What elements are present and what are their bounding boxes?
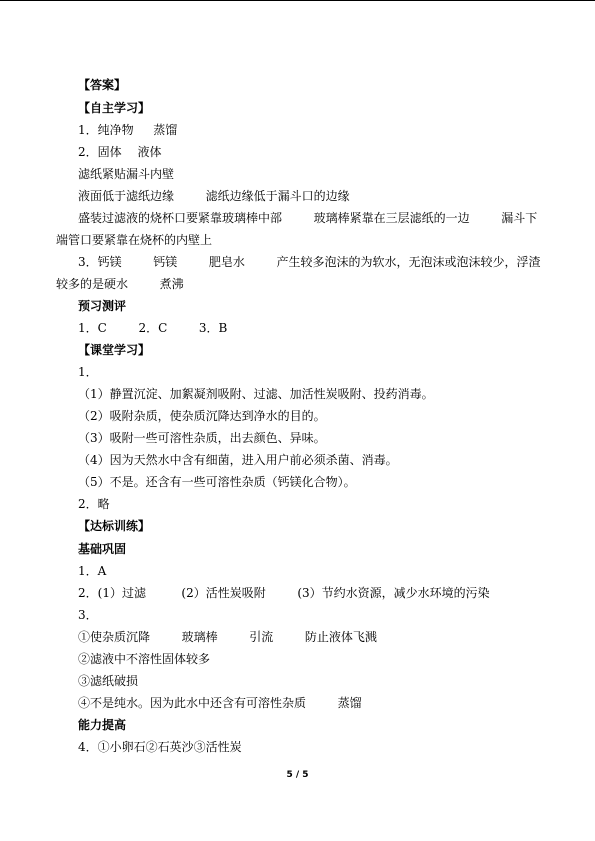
classroom-line-2: （1）静置沉淀、加絮凝剂吸附、过滤、加活性炭吸附、投药消毒。 (78, 387, 434, 401)
preview-heading: 预习测评 (78, 299, 127, 313)
self-study-line-4: 液面低于滤纸边缘 滤纸边缘低于漏斗口的边缘 (78, 189, 350, 203)
training-line-1: 1．A (78, 564, 107, 578)
answer-heading: 【答案】 (78, 78, 127, 92)
page-number: 5 / 5 (286, 770, 309, 780)
classroom-line-1: 1． (78, 365, 98, 379)
training-line-2: 2．(1）过滤 (2）活性炭吸附 (3）节约水资源，减少水环境的污染 (78, 586, 490, 600)
self-study-line-2: 2．固体 液体 (78, 145, 162, 159)
classroom-line-4: （3）吸附一些可溶性杂质，出去颜色、异味。 (78, 431, 326, 445)
self-study-heading: 【自主学习】 (78, 101, 151, 115)
classroom-line-6: （5）不是。还含有一些可溶性杂质（钙镁化合物）。 (78, 475, 356, 489)
top-rule (0, 0, 595, 1)
preview-line-1: 1．C 2．C 3．B (78, 321, 228, 335)
classroom-heading: 【课堂学习】 (78, 343, 151, 357)
training-line-8: 4．①小卵石②石英沙③活性炭 (78, 740, 242, 754)
training-line-6: ③滤纸破损 (78, 674, 139, 688)
self-study-line-1: 1．纯净物 蒸馏 (78, 123, 178, 137)
basic-heading: 基础巩固 (78, 542, 127, 556)
classroom-line-7: 2．略 (78, 497, 110, 511)
ability-heading: 能力提高 (78, 718, 127, 732)
self-study-line-5: 盛装过滤液的烧杯口要紧靠玻璃棒中部 玻璃棒紧靠在三层滤纸的一边 漏斗下 (78, 211, 538, 225)
self-study-line-6: 端管口要紧靠在烧杯的内壁上 (56, 233, 213, 247)
training-line-5: ②滤液中不溶性固体较多 (78, 652, 211, 666)
training-heading: 【达标训练】 (78, 519, 151, 533)
training-line-3: 3． (78, 608, 98, 622)
self-study-line-3: 滤纸紧贴漏斗内壁 (78, 167, 175, 181)
training-line-4: ①使杂质沉降 玻璃棒 引流 防止液体飞溅 (78, 630, 377, 644)
classroom-line-3: （2）吸附杂质，使杂质沉降达到净水的目的。 (78, 409, 326, 423)
self-study-line-8: 较多的是硬水 煮沸 (56, 277, 184, 291)
classroom-line-5: （4）因为天然水中含有细菌，进入用户前必须杀菌、消毒。 (78, 453, 398, 467)
self-study-line-7: 3．钙镁 钙镁 肥皂水 产生较多泡沫的为软水，无泡沫或泡沫较少，浮渣 (78, 255, 541, 269)
training-line-7: ④不是纯水。因为此水中还含有可溶性杂质 蒸馏 (78, 696, 362, 710)
